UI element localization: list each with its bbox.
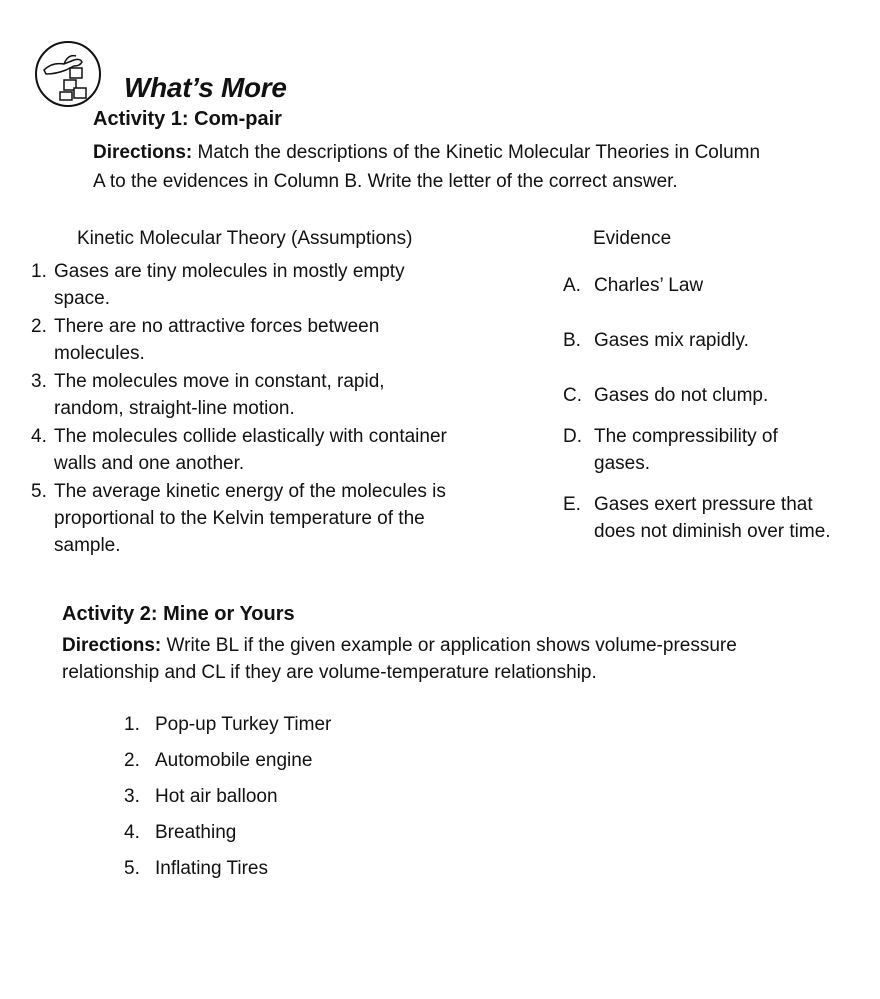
item-text: random, straight-line motion.	[54, 398, 295, 419]
directions-text: Write BL if the given example or application shows volume-pressure	[161, 635, 737, 656]
item-text: Gases do not clump.	[594, 385, 769, 406]
evidence-item	[563, 382, 863, 410]
item-text: Gases are tiny molecules in mostly empty	[54, 261, 405, 282]
page-title: What’s More	[124, 72, 287, 103]
item-letter: B.	[563, 330, 581, 351]
activity2-directions	[62, 632, 852, 686]
directions-text: A to the evidences in Column B. Write the letter of the correct answer.	[93, 171, 678, 192]
item-text: Gases mix rapidly.	[594, 330, 749, 351]
evidence-item	[563, 327, 863, 355]
item-text: There are no attractive forces between	[54, 316, 380, 337]
item-text: Inflating Tires	[155, 858, 268, 879]
directions-text: Match the descriptions of the Kinetic Molecular Theories in Column	[192, 142, 761, 163]
item-number: 3.	[31, 371, 47, 392]
item-text: sample.	[54, 535, 121, 556]
item-number: 1.	[31, 261, 47, 282]
item-number: 5.	[31, 481, 47, 502]
item-text: Breathing	[155, 822, 237, 843]
directions-text: relationship and CL if they are volume-temperature relationship.	[62, 662, 597, 683]
item-text: Pop-up Turkey Timer	[155, 714, 332, 735]
column-b-header: Evidence	[593, 228, 672, 249]
assumption-item	[31, 258, 501, 314]
item-text: Hot air balloon	[155, 786, 278, 807]
item-text: The molecules move in constant, rapid,	[54, 371, 385, 392]
item-text: Gases exert pressure that	[594, 494, 813, 515]
item-text: space.	[54, 288, 110, 309]
item-number: 3.	[124, 786, 140, 807]
item-text: proportional to the Kelvin temperature of the	[54, 508, 425, 529]
item-number: 1.	[124, 714, 140, 735]
item-letter: E.	[563, 494, 581, 515]
activity2-title: Activity 2: Mine or Yours	[62, 603, 295, 625]
activity1-title: Activity 1: Com-pair	[93, 108, 282, 130]
item-number: 4.	[124, 822, 140, 843]
activity1-directions	[93, 138, 823, 196]
item-number: 2.	[124, 750, 140, 771]
assumption-item	[31, 478, 501, 562]
item-letter: C.	[563, 385, 582, 406]
item-text: The compressibility of	[594, 426, 778, 447]
item-text: does not diminish over time.	[594, 521, 831, 542]
evidence-item	[563, 423, 863, 479]
evidence-item	[563, 272, 863, 300]
item-text: The average kinetic energy of the molecules is	[54, 481, 446, 502]
item-number: 4.	[31, 426, 47, 447]
evidence-item	[563, 491, 863, 547]
item-text: molecules.	[54, 343, 145, 364]
assumption-item	[31, 423, 501, 479]
item-text: The molecules collide elastically with container	[54, 426, 447, 447]
item-text: Automobile engine	[155, 750, 313, 771]
item-letter: D.	[563, 426, 582, 447]
directions-label: Directions:	[93, 142, 193, 163]
item-text: walls and one another.	[54, 453, 245, 474]
section-logo-icon	[34, 40, 102, 108]
item-number: 5.	[124, 858, 140, 879]
assumption-item	[31, 368, 501, 424]
directions-label: Directions:	[62, 635, 162, 656]
item-text: gases.	[594, 453, 650, 474]
column-a-header: Kinetic Molecular Theory (Assumptions)	[77, 228, 413, 249]
item-text: Charles’ Law	[594, 275, 704, 296]
item-number: 2.	[31, 316, 47, 337]
item-letter: A.	[563, 275, 581, 296]
assumption-item	[31, 313, 501, 369]
